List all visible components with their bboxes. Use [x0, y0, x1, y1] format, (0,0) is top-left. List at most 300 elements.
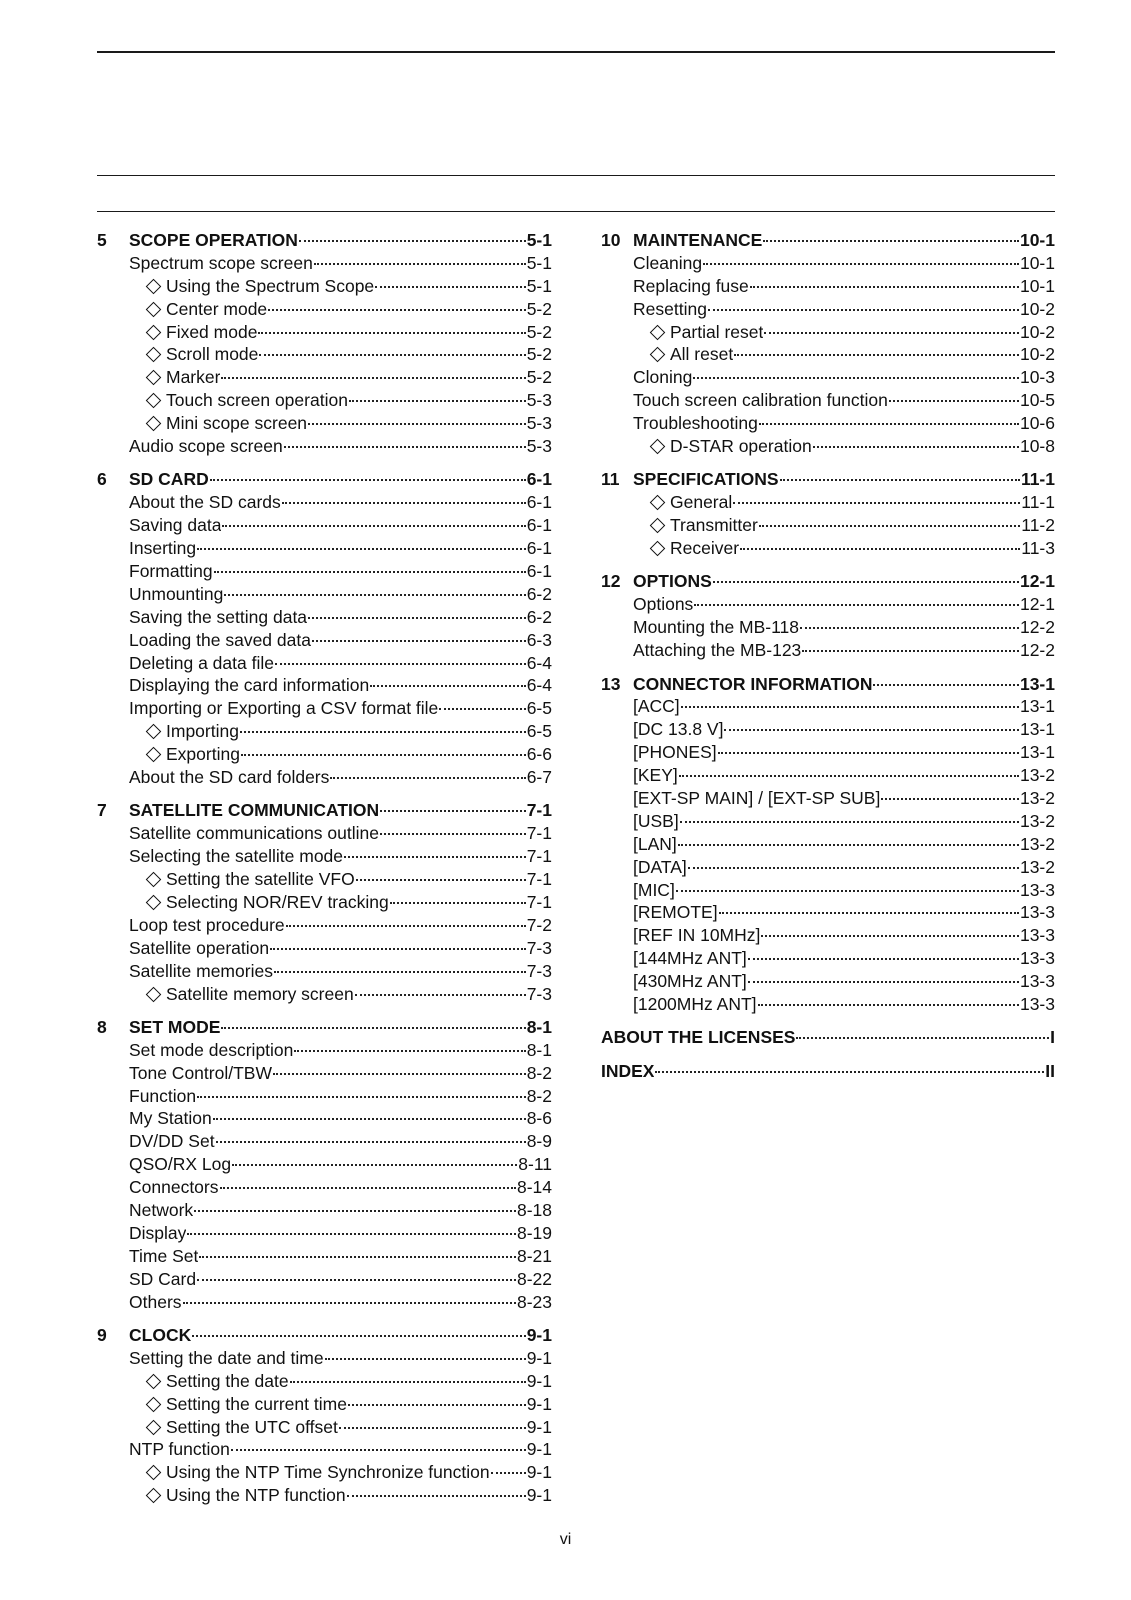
dot-leader [312, 640, 526, 642]
page-ref: 6-1 [526, 538, 552, 559]
dot-leader [889, 400, 1019, 402]
toc-entry[interactable] [97, 514, 552, 537]
entry-label: [DC 13.8 V] [633, 719, 724, 740]
toc-entry[interactable] [97, 1245, 552, 1268]
entry-label: Setting the satellite VFO [166, 869, 355, 890]
entry-label: SD Card [129, 1268, 197, 1289]
dot-leader [676, 890, 1019, 892]
entry-label: Function [129, 1085, 197, 1106]
entry-label: SET MODE [129, 1016, 221, 1037]
chapter-number: 11 [601, 469, 620, 490]
page-ref: 13-1 [1019, 719, 1055, 740]
dot-leader [718, 752, 1019, 754]
toc-entry[interactable] [97, 914, 552, 937]
dot-leader [192, 1335, 525, 1337]
toc-entry[interactable] [601, 298, 1055, 321]
dot-leader [796, 1037, 1049, 1039]
toc-entry[interactable] [97, 1107, 552, 1130]
page-ref: 13-3 [1019, 879, 1055, 900]
page-ref: 13-3 [1019, 925, 1055, 946]
toc-entry[interactable] [97, 766, 552, 789]
page-ref: 13-2 [1019, 787, 1055, 808]
dot-leader [197, 1279, 516, 1281]
toc-entry[interactable] [97, 1291, 552, 1314]
page-ref: 8-18 [516, 1200, 552, 1221]
entry-label: Cleaning [633, 252, 703, 273]
entry-label: Others [129, 1291, 182, 1312]
diamond-bullet-icon [146, 347, 162, 363]
entry-label: All reset [670, 344, 734, 365]
toc-chapter-entry[interactable] [601, 229, 1055, 252]
page-ref: 7-1 [526, 800, 552, 821]
entry-label: CONNECTOR INFORMATION [633, 673, 873, 694]
dot-leader [761, 935, 1019, 937]
toc-chapter-entry[interactable] [97, 799, 552, 822]
toc-entry[interactable] [601, 639, 1055, 662]
dot-leader [348, 1404, 526, 1406]
page-ref: 11-3 [1021, 538, 1055, 559]
page-ref: 13-3 [1019, 971, 1055, 992]
toc-entry[interactable] [601, 435, 1055, 458]
toc-entry[interactable] [97, 491, 552, 514]
toc-entry[interactable] [601, 252, 1055, 275]
toc-entry[interactable] [601, 321, 1055, 344]
chapter-number: 7 [97, 800, 107, 821]
page-ref: 13-2 [1019, 833, 1055, 854]
page-ref: 12-2 [1019, 640, 1055, 661]
toc-entry[interactable] [97, 891, 552, 914]
dot-leader [231, 1449, 526, 1451]
entry-label: My Station [129, 1108, 212, 1129]
entry-label: Partial reset [670, 321, 764, 342]
entry-label: NTP function [129, 1439, 230, 1460]
entry-label: Setting the current time [166, 1393, 347, 1414]
entry-label: Center mode [166, 298, 268, 319]
page-ref: 5-3 [526, 436, 552, 457]
page-ref: 6-5 [526, 698, 552, 719]
entry-label: About the SD card folders [129, 766, 330, 787]
entry-label: General [670, 492, 733, 513]
entry-label: Network [129, 1200, 194, 1221]
toc-entry[interactable] [97, 583, 552, 606]
toc-entry[interactable] [601, 537, 1055, 560]
page-ref: 6-4 [526, 652, 552, 673]
toc-entry[interactable] [97, 629, 552, 652]
entry-label: QSO/RX Log [129, 1154, 232, 1175]
page-ref: 6-1 [526, 469, 552, 490]
dot-leader [719, 912, 1019, 914]
page-ref: 5-1 [526, 252, 552, 273]
toc-entry[interactable] [601, 970, 1055, 993]
toc-chapter-entry[interactable] [601, 570, 1055, 593]
page-ref: I [1050, 1027, 1055, 1048]
chapter-number: 12 [601, 571, 621, 592]
diamond-bullet-icon [146, 747, 162, 763]
page-ref: 6-4 [526, 675, 552, 696]
entry-label: D-STAR operation [670, 436, 812, 457]
toc-entry[interactable] [97, 983, 552, 1006]
diamond-bullet-icon [650, 495, 666, 511]
toc-chapter-entry[interactable] [601, 673, 1055, 696]
dot-leader [713, 581, 1019, 583]
toc-entry[interactable] [97, 1416, 552, 1439]
page-ref: 8-9 [526, 1131, 552, 1152]
dot-leader [734, 354, 1019, 356]
entry-label: Attaching the MB-123 [633, 640, 802, 661]
entry-label: [430MHz ANT] [633, 971, 747, 992]
page-ref: 11-1 [1021, 492, 1055, 513]
diamond-bullet-icon [146, 393, 162, 409]
page-ref: 13-2 [1019, 765, 1055, 786]
toc-entry[interactable] [97, 298, 552, 321]
toc-entry[interactable] [97, 435, 552, 458]
diamond-bullet-icon [146, 1488, 162, 1504]
toc-entry[interactable] [601, 593, 1055, 616]
entry-label: Touch screen operation [166, 390, 348, 411]
toc-entry[interactable] [97, 343, 552, 366]
toc-entry[interactable] [97, 412, 552, 435]
page-ref: 13-1 [1019, 696, 1055, 717]
page-ref: 6-6 [526, 744, 552, 765]
toc-entry[interactable] [97, 1461, 552, 1484]
toc-entry[interactable] [601, 810, 1055, 833]
toc-entry[interactable] [97, 1062, 552, 1085]
entry-label: [1200MHz ANT] [633, 994, 757, 1014]
page-ref: 10-1 [1019, 230, 1055, 250]
toc-entry[interactable] [97, 1347, 552, 1370]
page-ref: 5-3 [526, 413, 552, 434]
toc-entry[interactable] [97, 1039, 552, 1062]
entry-label: Options [633, 594, 694, 615]
entry-label: Satellite memories [129, 960, 273, 981]
page-ref: 10-2 [1019, 344, 1055, 365]
page-ref: 6-3 [526, 629, 552, 650]
page-ref: 11-1 [1020, 469, 1055, 490]
dot-leader [758, 1004, 1019, 1006]
toc-entry[interactable] [601, 389, 1055, 412]
toc-entry[interactable] [601, 514, 1055, 537]
toc-entry[interactable] [97, 822, 552, 845]
page-ref: II [1045, 1060, 1055, 1081]
entry-label: Loading the saved data [129, 629, 311, 650]
dot-leader [344, 856, 526, 858]
diamond-bullet-icon [146, 895, 162, 911]
page-ref: 6-2 [526, 583, 552, 604]
toc-chapter-entry[interactable] [601, 468, 1055, 491]
page-ref: 10-1 [1019, 252, 1055, 273]
page-ref: 5-2 [526, 298, 552, 319]
dot-leader [290, 1381, 526, 1383]
dot-leader [748, 958, 1019, 960]
entry-label: SATELLITE COMMUNICATION [129, 800, 380, 821]
header-rule-lower [97, 211, 1055, 212]
toc-entry[interactable] [601, 275, 1055, 298]
entry-label: Deleting a data file [129, 652, 274, 673]
dot-leader [349, 400, 526, 402]
toc-entry[interactable] [97, 845, 552, 868]
entry-label: Importing or Exporting a CSV format file [129, 698, 439, 719]
toc-left-column [97, 229, 552, 1507]
toc-entry[interactable] [601, 764, 1055, 787]
toc-entry[interactable] [97, 321, 552, 344]
page-ref: 7-2 [526, 914, 552, 935]
toc-entry[interactable] [97, 560, 552, 583]
toc-entry[interactable] [97, 868, 552, 891]
entry-label: Scroll mode [166, 344, 259, 365]
page-ref: 6-2 [526, 606, 552, 627]
toc-entry[interactable] [97, 674, 552, 697]
toc-entry[interactable] [601, 718, 1055, 741]
dot-leader [221, 1027, 525, 1029]
toc-entry[interactable] [601, 343, 1055, 366]
entry-label: Cloning [633, 367, 693, 388]
dot-leader [380, 810, 526, 812]
diamond-bullet-icon [146, 1373, 162, 1389]
page-ref: 7-1 [526, 823, 552, 844]
dot-leader [356, 879, 526, 881]
page-ref: 13-2 [1019, 810, 1055, 831]
dot-leader [750, 286, 1019, 288]
dot-leader [187, 1233, 516, 1235]
entry-label: INDEX [601, 1060, 655, 1081]
entry-label: Marker [166, 367, 221, 388]
toc-entry[interactable] [601, 787, 1055, 810]
toc-entry[interactable] [601, 491, 1055, 514]
page-ref: 9-1 [526, 1462, 552, 1483]
dot-leader [286, 925, 526, 927]
dot-leader [194, 1210, 516, 1212]
page-ref: 8-6 [526, 1108, 552, 1129]
toc-entry[interactable] [601, 856, 1055, 879]
dot-leader [222, 525, 525, 527]
dot-leader [370, 685, 525, 687]
chapter-number: 13 [601, 673, 621, 694]
toc-chapter-entry[interactable] [97, 1324, 552, 1347]
entry-label: Satellite memory screen [166, 983, 354, 1004]
dot-leader [347, 1495, 526, 1497]
dot-leader [655, 1071, 1044, 1073]
entry-label: [144MHz ANT] [633, 948, 747, 969]
entry-label: [PHONES] [633, 742, 717, 763]
toc-entry[interactable] [601, 901, 1055, 924]
entry-label: SD CARD [129, 469, 209, 490]
dot-leader [259, 354, 525, 356]
entry-label: Displaying the card information [129, 675, 370, 696]
dot-leader [308, 423, 526, 425]
page-ref: 6-1 [526, 515, 552, 536]
dot-leader [680, 821, 1019, 823]
entry-label: About the SD cards [129, 492, 281, 513]
toc-entry[interactable] [97, 1438, 552, 1461]
page-ref: 6-5 [526, 721, 552, 742]
toc-chapter-entry[interactable] [97, 229, 552, 252]
toc-entry[interactable] [97, 252, 552, 275]
toc-chapter-entry[interactable] [97, 468, 552, 491]
page-ref: 9-1 [526, 1347, 552, 1368]
dot-leader [274, 971, 526, 973]
entry-label: Touch screen calibration function [633, 390, 888, 411]
page-ref: 10-2 [1019, 298, 1055, 319]
entry-label: Unmounting [129, 583, 224, 604]
page-ref: 6-1 [526, 560, 552, 581]
entry-label: [ACC] [633, 696, 680, 717]
page-ref: 5-3 [526, 390, 552, 411]
page-ref: 13-2 [1019, 856, 1055, 877]
page-ref: 7-3 [526, 983, 552, 1004]
toc-entry[interactable] [97, 743, 552, 766]
entry-label: Selecting the satellite mode [129, 846, 344, 867]
page-ref: 10-2 [1019, 321, 1055, 342]
dot-leader [780, 479, 1020, 481]
diamond-bullet-icon [146, 301, 162, 317]
entry-label: Setting the UTC offset [166, 1416, 338, 1437]
toc-entry[interactable] [97, 1393, 552, 1416]
header-rule [97, 175, 1055, 176]
toc-chapter-entry[interactable] [97, 1016, 552, 1039]
toc-entry[interactable] [97, 366, 552, 389]
dot-leader [210, 479, 526, 481]
page-ref: 7-1 [526, 846, 552, 867]
diamond-bullet-icon [146, 724, 162, 740]
entry-label: [LAN] [633, 833, 677, 854]
toc-entry[interactable] [97, 275, 552, 298]
dot-leader [678, 844, 1019, 846]
dot-leader [491, 1472, 526, 1474]
dot-leader [325, 1358, 526, 1360]
dot-leader [339, 1427, 526, 1429]
toc-entry[interactable] [97, 1222, 552, 1245]
page-ref: 7-3 [526, 937, 552, 958]
dot-leader [183, 1302, 516, 1304]
entry-label: Loop test procedure [129, 914, 285, 935]
toc-entry[interactable] [601, 879, 1055, 902]
page-ref: 8-1 [526, 1039, 552, 1060]
dot-leader [270, 948, 526, 950]
entry-label: [USB] [633, 810, 679, 831]
dot-leader [748, 981, 1019, 983]
page-ref: 8-23 [516, 1291, 552, 1312]
toc-entry[interactable] [97, 1085, 552, 1108]
dot-leader [240, 731, 526, 733]
page-ref: 12-1 [1019, 594, 1055, 615]
entry-label: Mounting the MB-118 [633, 617, 800, 638]
dot-leader [688, 867, 1019, 869]
page-ref: 7-3 [526, 960, 552, 981]
toc-entry[interactable] [97, 960, 552, 983]
diamond-bullet-icon [146, 370, 162, 386]
entry-label: MAINTENANCE [633, 230, 763, 250]
page-ref: 8-2 [526, 1085, 552, 1106]
page-ref: 11-2 [1021, 515, 1055, 536]
toc-entry[interactable] [97, 652, 552, 675]
entry-label: Spectrum scope screen [129, 252, 313, 273]
toc-entry[interactable] [97, 1199, 552, 1222]
dot-leader [258, 332, 525, 334]
dot-leader [694, 604, 1019, 606]
entry-label: Troubleshooting [633, 413, 758, 434]
dot-leader [268, 309, 526, 311]
page-ref: 9-1 [526, 1439, 552, 1460]
dot-leader [873, 684, 1018, 686]
toc-entry[interactable] [97, 720, 552, 743]
entry-label: Importing [166, 721, 239, 742]
dot-leader [355, 994, 526, 996]
dot-leader [693, 377, 1019, 379]
dot-leader [214, 571, 526, 573]
toc-entry[interactable] [97, 1268, 552, 1291]
diamond-bullet-icon [146, 324, 162, 340]
dot-leader [759, 525, 1020, 527]
dot-leader [216, 1141, 526, 1143]
toc-entry[interactable] [601, 993, 1055, 1016]
toc-entry[interactable] [97, 1484, 552, 1507]
entry-label: ABOUT THE LICENSES [601, 1027, 796, 1048]
dot-leader [275, 663, 526, 665]
toc-entry[interactable] [601, 924, 1055, 947]
toc-entry[interactable] [97, 697, 552, 720]
toc-entry[interactable] [97, 1130, 552, 1153]
dot-leader [439, 708, 525, 710]
toc-entry[interactable] [601, 947, 1055, 970]
toc-entry[interactable] [97, 389, 552, 412]
toc-entry[interactable] [601, 412, 1055, 435]
entry-label: [MIC] [633, 879, 675, 900]
dot-leader [220, 1187, 516, 1189]
toc-entry[interactable] [97, 1153, 552, 1176]
toc-entry[interactable] [97, 606, 552, 629]
page-number: vi [559, 1531, 572, 1548]
toc-entry[interactable] [97, 1176, 552, 1199]
page-ref: 12-1 [1019, 571, 1055, 592]
dot-leader [284, 446, 526, 448]
entry-label: Time Set [129, 1245, 199, 1266]
toc-entry[interactable] [601, 616, 1055, 639]
chapter-number: 5 [97, 230, 107, 250]
entry-label: Saving the setting data [129, 606, 308, 627]
dot-leader [763, 240, 1019, 242]
page-ref: 6-7 [526, 766, 552, 787]
toc-entry[interactable] [601, 366, 1055, 389]
dot-leader [314, 263, 526, 265]
dot-leader [802, 650, 1019, 652]
dot-leader [813, 446, 1019, 448]
entry-label: Saving data [129, 515, 222, 536]
page-ref: 6-1 [526, 492, 552, 513]
dot-leader [733, 502, 1020, 504]
toc-entry[interactable] [97, 1370, 552, 1393]
chapter-number: 9 [97, 1324, 107, 1345]
dot-leader [197, 1096, 526, 1098]
dot-leader [380, 833, 526, 835]
toc-chapter-entry[interactable] [601, 1060, 1055, 1083]
toc-entry[interactable] [601, 695, 1055, 718]
page-ref: 8-14 [516, 1177, 552, 1198]
toc-chapter-entry[interactable] [601, 1026, 1055, 1049]
page-ref: 9-1 [526, 1393, 552, 1414]
entry-label: [REF IN 10MHz] [633, 925, 761, 946]
toc-entry[interactable] [97, 537, 552, 560]
entry-label: Audio scope screen [129, 436, 283, 457]
entry-label: DV/DD Set [129, 1131, 215, 1152]
toc-entry[interactable] [97, 937, 552, 960]
entry-label: [KEY] [633, 765, 678, 786]
toc-entry[interactable] [601, 741, 1055, 764]
page-ref: 9-1 [526, 1416, 552, 1437]
entry-label: Resetting [633, 298, 707, 319]
toc-entry[interactable] [601, 833, 1055, 856]
page-ref: 10-8 [1019, 436, 1055, 457]
page-ref: 10-1 [1019, 275, 1055, 296]
